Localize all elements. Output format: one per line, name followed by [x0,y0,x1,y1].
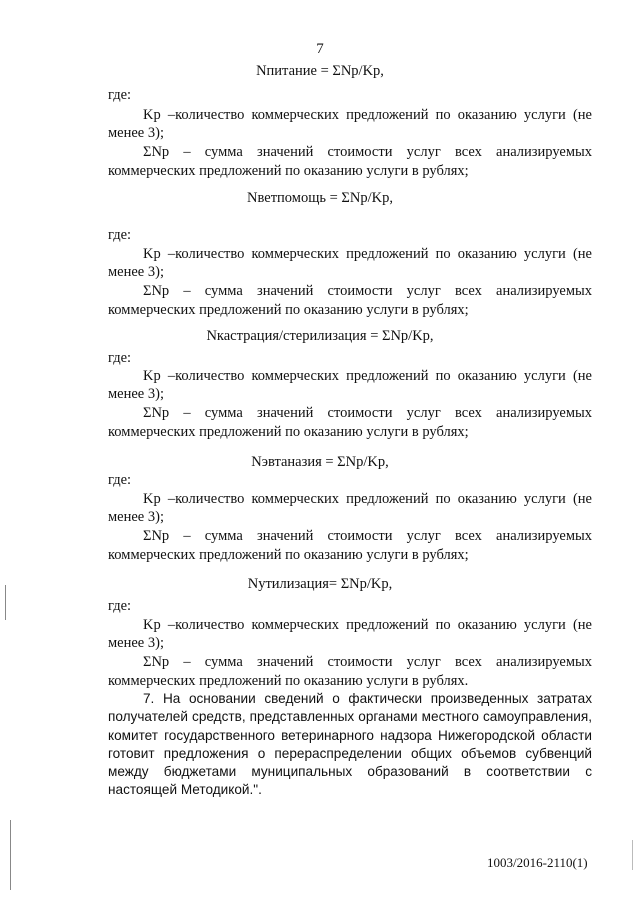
where-label: где: [108,350,132,366]
scan-edge-mark [10,820,11,890]
formula-kastraciya: Nкастрация/стерилизация = ΣNp/Kp, [206,328,434,344]
document-code: 1003/2016-2110(1) [487,855,588,870]
formula-vetpomosch: Nветпомощь = ΣNp/Kp, [247,190,393,206]
paragraph-7-line: комитет государственного ветеринарного надзора Нижегородской области [108,728,592,743]
paragraph-7-line: готовит предложения о перераспределении общих объемов субвенций [108,746,592,761]
sum-definition-end: коммерческих предложений по оказанию услуги в рублях. [108,673,469,689]
kp-definition: Kp –количество коммерческих предложений по оказанию услуги (не [143,617,592,633]
paragraph-7-line: настоящей Методикой.". [108,782,262,797]
sum-definition: ΣNp – сумма значений стоимости услуг всех анализируемых [143,144,592,160]
sum-definition-end: коммерческих предложений по оказанию услуги в рублях; [108,302,469,318]
where-label: где: [108,598,132,614]
sum-definition: ΣNp – сумма значений стоимости услуг всех анализируемых [143,405,592,421]
formula-evtanaziya: Nэвтаназия = ΣNp/Kp, [251,454,389,470]
sum-definition: ΣNp – сумма значений стоимости услуг всех анализируемых [143,654,592,670]
paragraph-7-line: между бюджетами муниципальных образований в соответствии с [108,764,592,779]
sum-definition: ΣNp – сумма значений стоимости услуг всех анализируемых [143,528,592,544]
where-label: где: [108,87,132,103]
sum-definition: ΣNp – сумма значений стоимости услуг всех анализируемых [143,283,592,299]
kp-definition: Kp –количество коммерческих предложений по оказанию услуги (не [143,246,592,262]
sum-definition-end: коммерческих предложений по оказанию услуги в рублях; [108,163,469,179]
kp-definition-end: менее 3); [108,509,164,525]
kp-definition: Kp –количество коммерческих предложений по оказанию услуги (не [143,491,592,507]
kp-definition-end: менее 3); [108,635,164,651]
kp-definition-end: менее 3); [108,386,164,402]
scan-edge-mark [632,840,633,870]
kp-definition-end: менее 3); [108,264,164,280]
formula-utilizaciya: Nутилизация= ΣNp/Kp, [247,576,393,592]
page-number: 7 [316,41,324,57]
paragraph-7-line: 7. На основании сведений о фактически произведенных затратах [143,691,592,706]
kp-definition: Kp –количество коммерческих предложений по оказанию услуги (не [143,368,592,384]
where-label: где: [108,472,132,488]
kp-definition-end: менее 3); [108,125,164,141]
kp-definition: Kp –количество коммерческих предложений по оказанию услуги (не [143,107,592,123]
sum-definition-end: коммерческих предложений по оказанию услуги в рублях; [108,547,469,563]
scan-edge-mark [5,585,6,620]
sum-definition-end: коммерческих предложений по оказанию услуги в рублях; [108,424,469,440]
formula-pitanie: Nпитание = ΣNp/Kp, [256,63,384,79]
paragraph-7-line: получателей средств, представленных органами местного самоуправления, [108,709,592,724]
where-label: где: [108,227,132,243]
